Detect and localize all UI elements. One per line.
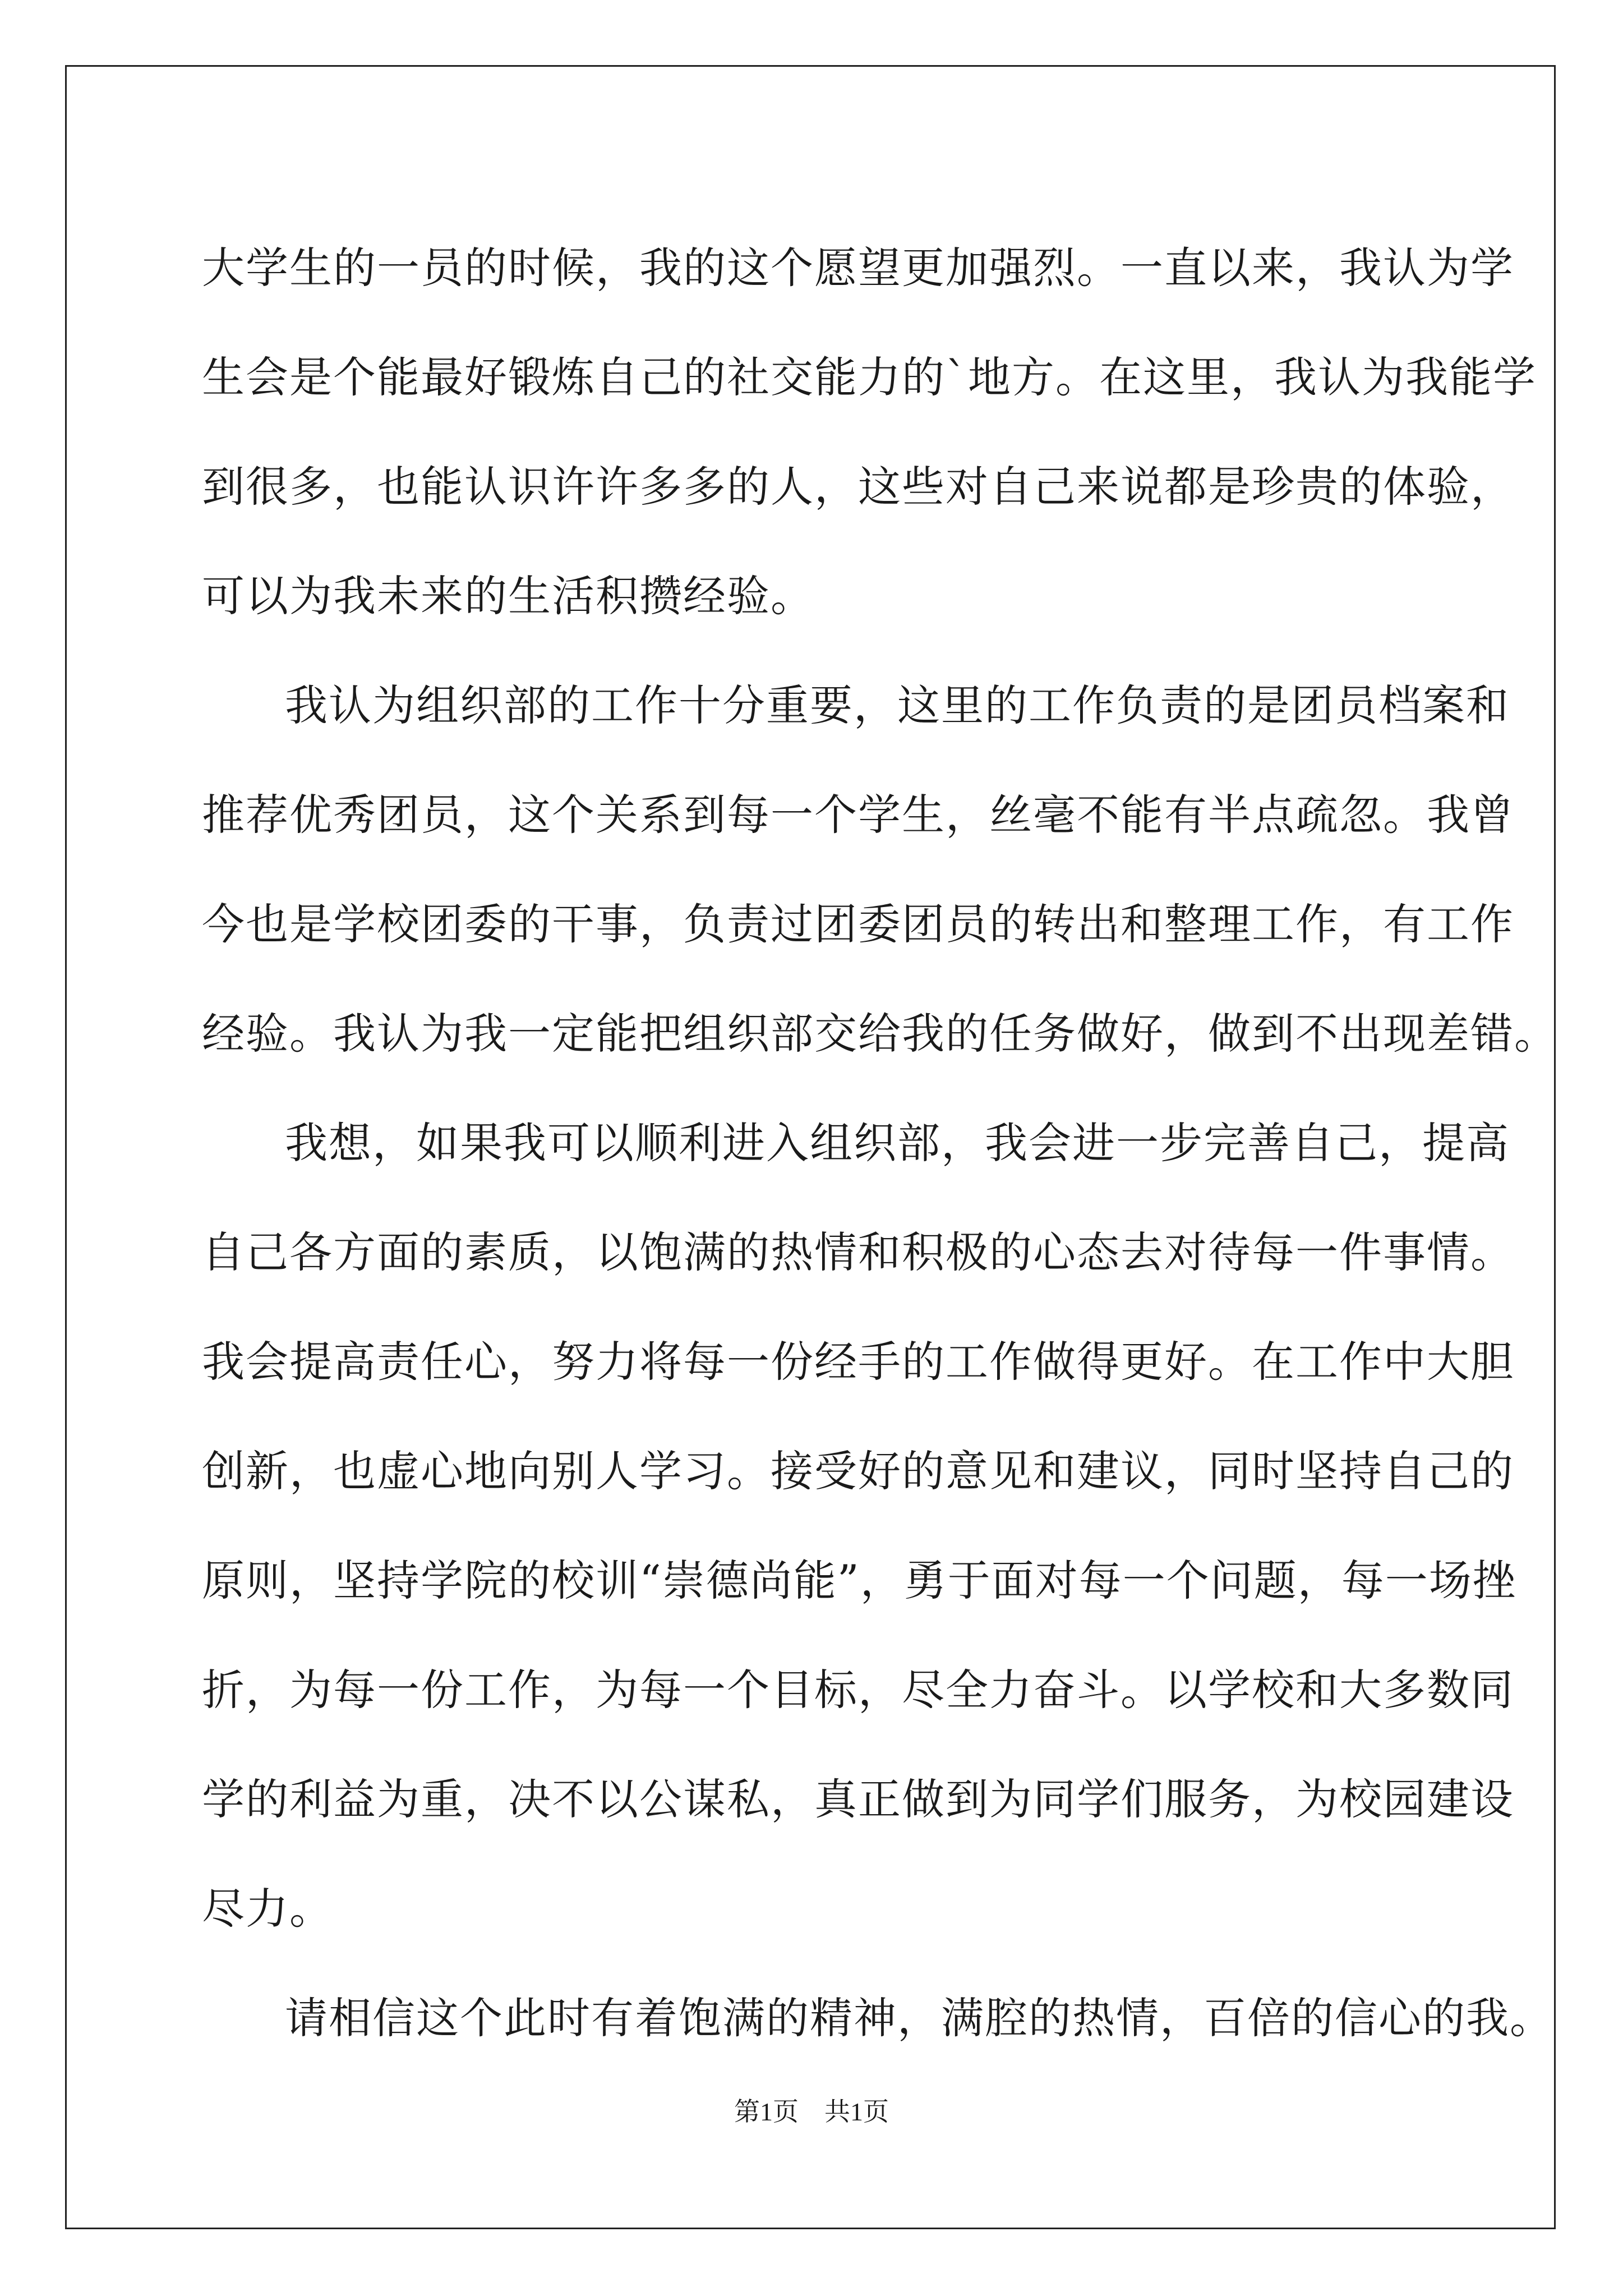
text-line: 到很多，也能认识许许多多的人，这些对自己来说都是珍贵的体验， [202,462,1514,512]
text-line: 折，为每一份工作，为每一个目标，尽全力奋斗。以学校和大多数同 [202,1665,1514,1715]
text-line: 自己各方面的素质，以饱满的热情和积极的心态去对待每一件事情。 [202,1227,1514,1277]
text-line: 生会是个能最好锻炼自己的社交能力的`地方。在这里，我认为我能学 [202,352,1537,402]
text-line: 尽力。 [202,1884,333,1934]
text-line: 可以为我未来的生活积攒经验。 [202,571,814,621]
page-footer: 第1页 共1页 [734,2097,889,2126]
text-line: 学的利益为重，决不以公谋私，真正做到为同学们服务，为校园建设 [202,1774,1514,1824]
text-line: 我会提高责任心，努力将每一份经手的工作做得更好。在工作中大胆 [202,1337,1514,1387]
paragraph-start-line: 我想，如果我可以顺利进入组织部，我会进一步完善自己，提高 [285,1118,1510,1168]
text-line: 今也是学校团委的干事，负责过团委团员的转出和整理工作，有工作 [202,899,1514,949]
paragraph-start-line: 我认为组织部的工作十分重要，这里的工作负责的是团员档案和 [285,680,1510,730]
paragraph-start-line: 请相信这个此时有着饱满的精神，满腔的热情，百倍的信心的我。 [285,1993,1553,2043]
text-line: 创新，也虚心地向别人学习。接受好的意见和建议，同时坚持自己的 [202,1446,1514,1496]
text-line: 大学生的一员的时候，我的这个愿望更加强烈。一直以来，我认为学 [202,243,1514,293]
text-line: 原则，坚持学院的校训“崇德尚能”，勇于面对每一个问题，每一场挫 [202,1556,1516,1605]
document-body [202,213,1558,2073]
text-line: 推荐优秀团员，这个关系到每一个学生，丝毫不能有半点疏忽。我曾 [202,790,1514,840]
text-line: 经验。我认为我一定能把组织部交给我的任务做好，做到不出现差错。 [202,1009,1558,1059]
